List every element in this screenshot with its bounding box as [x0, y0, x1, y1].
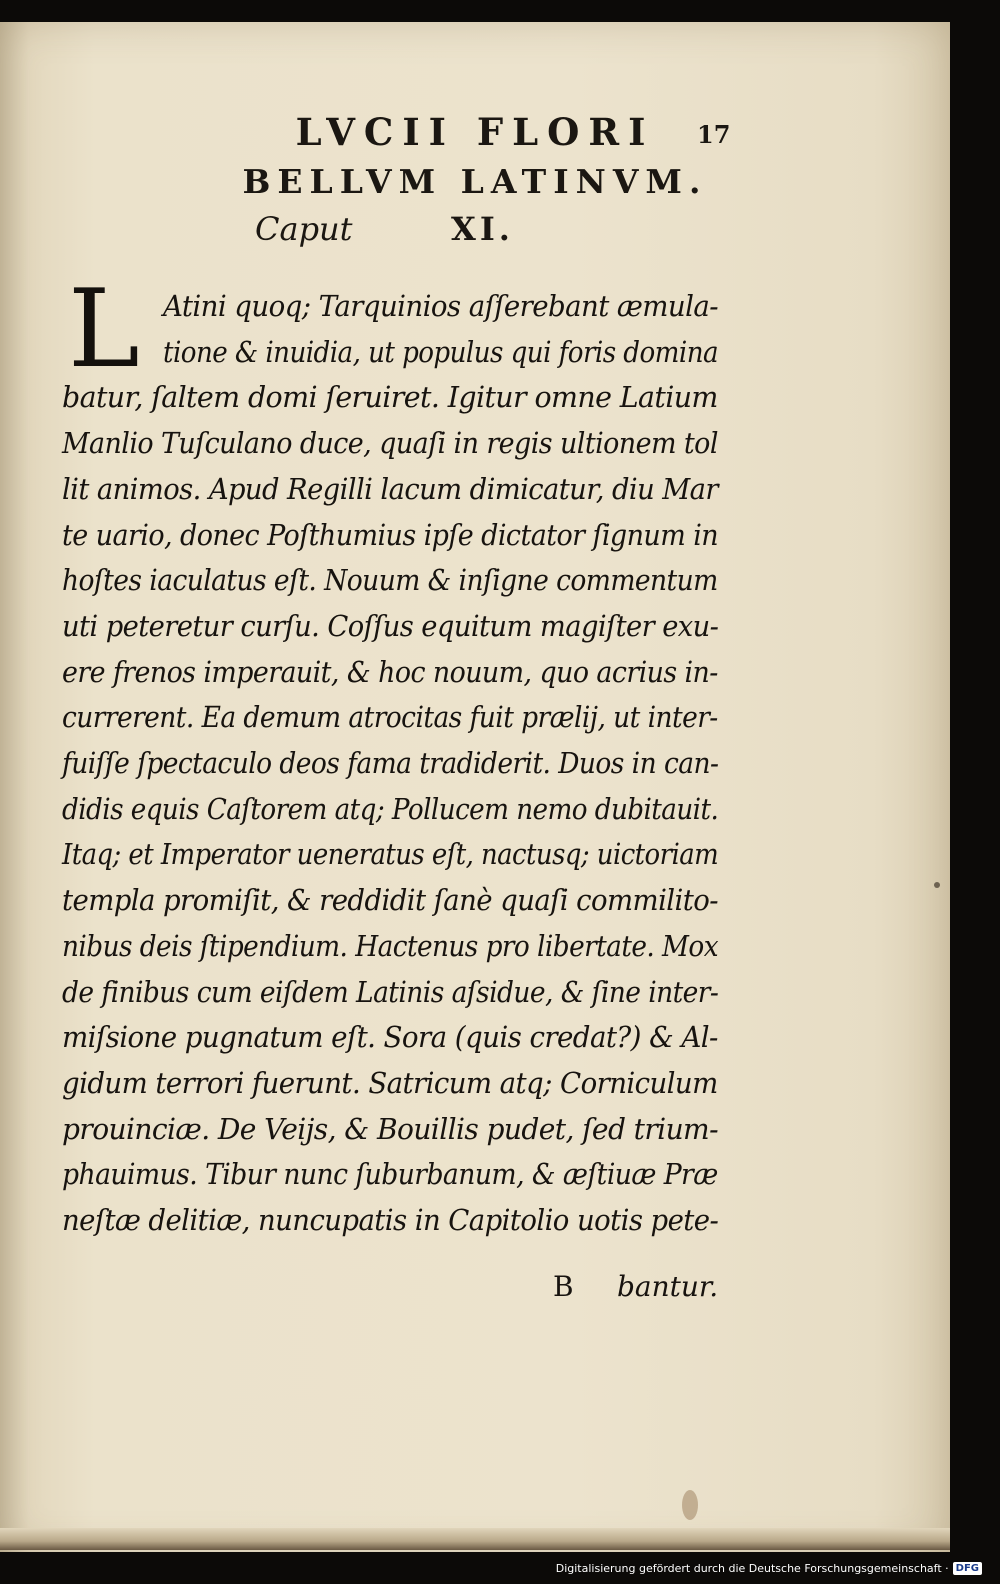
signature-mark: B — [553, 1270, 574, 1303]
text-line: te uario, donec Poſthumius ipſe dictator ſignum in — [62, 518, 719, 552]
text-line: ere frenos imperauit, & hoc nouum, quo acrius in- — [62, 655, 718, 689]
text-line: lit animos. Apud Regilli lacum dimicatur, diu Mar — [62, 472, 718, 506]
folio-number: 17 — [697, 120, 731, 149]
text-line: fuiſſe ſpectaculo deos fama tradiderit. Duos in can- — [62, 747, 719, 780]
text-line: nibus deis ſtipendium. Hactenus pro libertate. Mox — [62, 929, 719, 963]
text-line: phauimus. Tibur nunc ſuburbanum, & æſtiuæ Præ — [62, 1158, 718, 1192]
text-line: neſtæ delitiæ, nuncupatis in Capitolio uotis pete- — [62, 1204, 719, 1237]
page-bottom-edge — [0, 1528, 950, 1550]
text-line: miſsione pugnatum eſt. Sora (quis credat?) & Al- — [62, 1021, 718, 1055]
paper-stain — [682, 1490, 698, 1520]
text-line: batur, ſaltem domi ſeruiret. Igitur omne Latium — [62, 381, 718, 415]
chapter-word: Caput — [255, 210, 353, 248]
text-line: Itaq; et Imperator ueneratus eſt, nactusq; uictoriam — [62, 838, 719, 872]
body-text — [0, 22, 950, 1322]
text-line: hoſtes iaculatus eſt. Nouum & inſigne commentum — [62, 564, 718, 598]
text-line: gidum terrori fuerunt. Satricum atq; Corniculum — [62, 1066, 718, 1100]
text-line: Manlio Tuſculano duce, quaſi in regis ultionem tol — [62, 427, 718, 461]
digitization-credit — [556, 1562, 982, 1575]
text-line: tione & inuidia, ut populus qui foris domina — [163, 335, 719, 369]
text-line: de finibus cum eiſdem Latinis aſsidue, & ſine inter- — [62, 975, 719, 1009]
text-line: uti peteretur curſu. Coſſus equitum magiſter exu- — [62, 609, 719, 643]
drop-capital: L — [68, 267, 140, 392]
dfg-logo: DFG — [953, 1562, 982, 1575]
chapter-number: XI. — [451, 210, 514, 248]
running-title-author: LVCII FLORI — [295, 110, 655, 154]
chapter-title: BELLVM LATINVM. — [242, 162, 708, 201]
text-line: currerent. Ea demum atrocitas fuit prælij, ut inter- — [62, 701, 718, 735]
text-line: didis equis Caſtorem atq; Pollucem nemo dubitauit. — [62, 792, 719, 826]
text-line: Atini quoq; Tarquinios aſſerebant æmula- — [163, 290, 718, 323]
text-line: templa promiſit, & reddidit ſanè quaſi commilito- — [62, 884, 718, 918]
text-line: prouinciæ. De Veijs, & Bouillis pudet, ſed trium- — [62, 1112, 718, 1146]
credit-text: Digitalisierung gefördert durch die Deutsche Forschungsgemeinschaft · — [555, 1562, 949, 1575]
paper-spot — [934, 882, 940, 888]
catchword: bantur. — [617, 1270, 719, 1303]
book-page — [0, 22, 950, 1552]
